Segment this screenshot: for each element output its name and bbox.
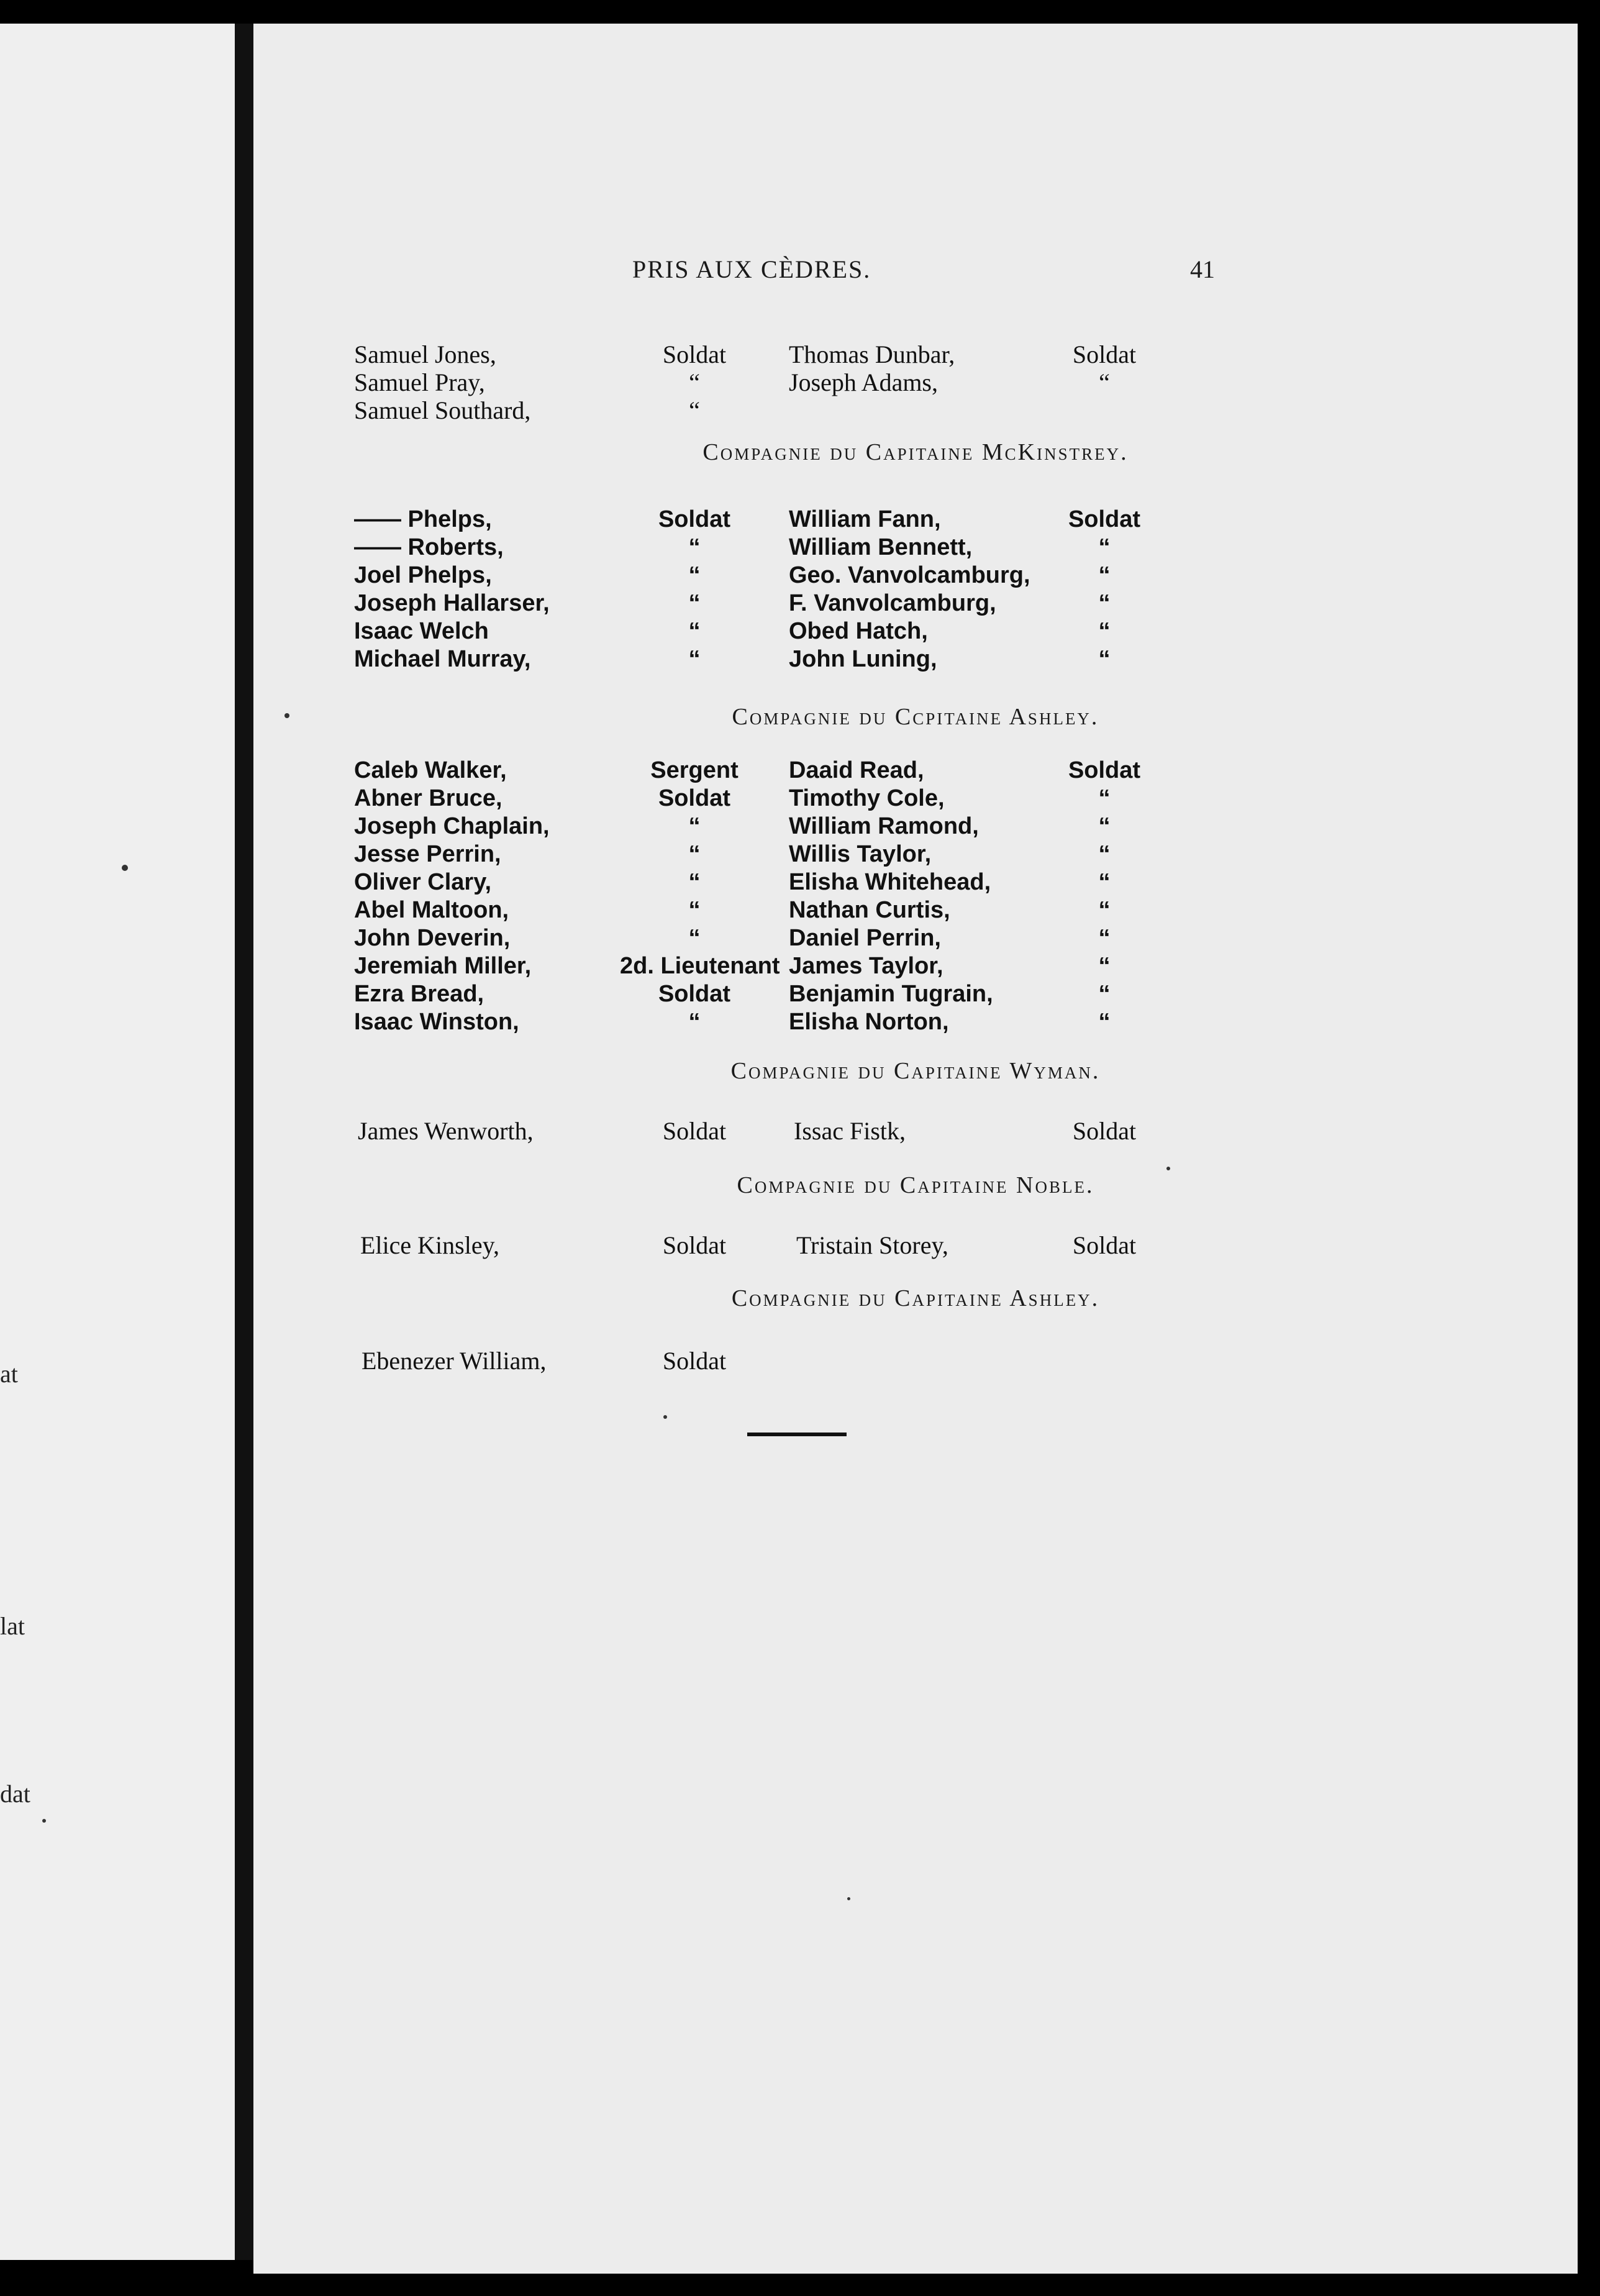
soldier-name: Abner Bruce,: [354, 785, 502, 811]
soldier-name: Willis Taylor,: [789, 841, 932, 867]
soldier-name: Joseph Chaplain,: [354, 813, 550, 839]
company-roster: [253, 1231, 1578, 1259]
company-heading: Compagnie du Capitaine Ashley.: [731, 1285, 1100, 1311]
roster-row: [253, 868, 1578, 896]
soldier-rank: Soldat: [1072, 1117, 1137, 1145]
soldier-rank: “: [1098, 534, 1111, 560]
soldier-rank: “: [688, 1009, 701, 1035]
running-header: [253, 255, 1578, 292]
roster-row: [253, 813, 1578, 840]
print-speck: [847, 1897, 850, 1900]
soldier-name: F. Vanvolcamburg,: [789, 590, 996, 616]
soldier-name: Daniel Perrin,: [789, 925, 941, 951]
facing-page-text-fragment: at: [0, 1360, 18, 1388]
soldier-rank: “: [688, 618, 701, 644]
soldier-rank: “: [1098, 897, 1111, 923]
soldier-rank: “: [1098, 590, 1111, 616]
soldier-name: William Fann,: [789, 506, 941, 532]
soldier-rank: Soldat: [1068, 757, 1141, 783]
soldier-rank: “: [688, 869, 701, 895]
soldier-name: Elisha Whitehead,: [789, 869, 991, 895]
soldier-rank: Sergent: [650, 757, 739, 783]
soldier-name: Joel Phelps,: [354, 562, 492, 588]
soldier-rank: “: [1098, 953, 1111, 979]
running-title: PRIS AUX CÈDRES.: [632, 255, 871, 283]
company-roster: [253, 506, 1578, 673]
soldier-name: Jeremiah Miller,: [354, 953, 532, 979]
soldier-name: William Ramond,: [789, 813, 979, 839]
roster-row: [253, 368, 1578, 396]
soldier-rank: “: [688, 925, 701, 951]
roster-row: [253, 617, 1578, 645]
soldier-name: Joseph Adams,: [789, 368, 938, 396]
soldier-rank: “: [688, 534, 701, 560]
company-roster: [253, 1347, 1578, 1375]
soldier-rank: “: [689, 396, 700, 424]
soldier-name: Elisha Norton,: [789, 1009, 949, 1035]
soldier-name: Jesse Perrin,: [354, 841, 501, 867]
soldier-name: Daaid Read,: [789, 757, 924, 783]
roster-row: [253, 924, 1578, 952]
soldier-name: Ebenezer William,: [361, 1347, 547, 1375]
soldier-name: Benjamin Tugrain,: [789, 981, 993, 1007]
roster-row: [253, 952, 1578, 980]
soldier-name: John Luning,: [789, 646, 937, 672]
print-speck: [122, 865, 128, 871]
soldier-rank: “: [1098, 618, 1111, 644]
company-heading: Compagnie du Capitaine Wyman.: [730, 1058, 1101, 1084]
soldier-name: Timothy Cole,: [789, 785, 945, 811]
soldier-rank: Soldat: [1072, 340, 1137, 368]
soldier-name: Issac Fistk,: [794, 1117, 906, 1145]
roster-row: [253, 785, 1578, 813]
soldier-name: James Wenworth,: [358, 1117, 534, 1145]
soldier-rank: “: [1098, 925, 1111, 951]
soldier-rank: Soldat: [662, 340, 727, 368]
soldier-rank: Soldat: [658, 981, 731, 1007]
roster-row: [253, 645, 1578, 673]
soldier-name: Nathan Curtis,: [789, 897, 950, 923]
end-rule: [747, 1433, 847, 1436]
soldier-rank: “: [1098, 646, 1111, 672]
soldier-rank: “: [1098, 841, 1111, 867]
soldier-rank: Soldat: [1068, 506, 1141, 532]
print-speck: [1166, 1167, 1170, 1170]
roster-row: [253, 506, 1578, 534]
soldier-name: Michael Murray,: [354, 646, 531, 672]
soldier-rank: “: [1098, 869, 1111, 895]
soldier-rank: “: [1099, 368, 1110, 396]
print-speck: [284, 713, 289, 718]
soldier-name: Joseph Hallarser,: [354, 590, 550, 616]
roster-row: [253, 340, 1578, 368]
roster-row: [253, 980, 1578, 1008]
soldier-name: —— Phelps,: [354, 506, 492, 532]
soldier-name: Thomas Dunbar,: [789, 340, 955, 368]
soldier-rank: “: [1098, 785, 1111, 811]
roster-row: [253, 757, 1578, 785]
company-roster: [253, 1117, 1578, 1145]
company-heading: Compagnie du Capitaine McKinstrey.: [702, 439, 1129, 465]
soldier-name: Oliver Clary,: [354, 869, 492, 895]
soldier-rank: “: [1098, 1009, 1111, 1035]
book-gutter: [235, 24, 253, 2260]
soldier-name: John Deverin,: [354, 925, 511, 951]
soldier-rank: “: [689, 368, 700, 396]
soldier-name: Samuel Jones,: [354, 340, 496, 368]
roster-row: [253, 1008, 1578, 1036]
soldier-rank: “: [688, 813, 701, 839]
print-speck: [663, 1415, 667, 1419]
soldier-name: Isaac Winston,: [354, 1009, 519, 1035]
soldier-name: Caleb Walker,: [354, 757, 507, 783]
roster-row: [253, 896, 1578, 924]
soldier-name: Samuel Southard,: [354, 396, 531, 424]
soldier-name: Isaac Welch: [354, 618, 489, 644]
soldier-rank: “: [1098, 562, 1111, 588]
facing-page-fragment: [0, 24, 235, 2260]
soldier-rank: “: [1098, 813, 1111, 839]
soldier-name: Abel Maltoon,: [354, 897, 509, 923]
facing-page-text-fragment: lat: [0, 1612, 25, 1640]
soldier-rank: Soldat: [662, 1347, 727, 1375]
soldier-rank: Soldat: [1072, 1231, 1137, 1259]
soldier-name: William Bennett,: [789, 534, 973, 560]
roster-row: [253, 1347, 1578, 1375]
roster-row: [253, 1117, 1578, 1145]
page-number: 41: [1190, 255, 1215, 283]
soldier-rank: “: [688, 562, 701, 588]
company-roster: [253, 757, 1578, 1036]
roster-row: [253, 534, 1578, 562]
roster-row: [253, 590, 1578, 617]
roster-row: [253, 840, 1578, 868]
facing-page-text-fragment: dat: [0, 1780, 30, 1808]
soldier-name: Ezra Bread,: [354, 981, 484, 1007]
soldier-name: James Taylor,: [789, 953, 943, 979]
soldier-rank: Soldat: [658, 506, 731, 532]
soldier-name: Tristain Storey,: [796, 1231, 948, 1259]
book-page: [253, 24, 1578, 2274]
roster-row: [253, 562, 1578, 590]
company-heading: Compagnie du Ccpitaine Ashley.: [732, 704, 1099, 730]
roster-row: [253, 396, 1578, 424]
soldier-rank: “: [688, 841, 701, 867]
soldier-name: Elice Kinsley,: [360, 1231, 500, 1259]
soldier-name: Geo. Vanvolcamburg,: [789, 562, 1030, 588]
soldier-name: Samuel Pray,: [354, 368, 485, 396]
soldier-rank: 2d. Lieutenant: [620, 953, 780, 979]
soldier-rank: “: [688, 897, 701, 923]
soldier-rank: Soldat: [658, 785, 731, 811]
soldier-rank: “: [688, 590, 701, 616]
roster-row: [253, 1231, 1578, 1259]
soldier-name: Obed Hatch,: [789, 618, 928, 644]
continued-roster: [253, 340, 1578, 424]
print-speck: [42, 1819, 46, 1823]
company-heading: Compagnie du Capitaine Noble.: [737, 1172, 1094, 1198]
soldier-rank: Soldat: [662, 1117, 727, 1145]
soldier-rank: “: [1098, 981, 1111, 1007]
soldier-rank: Soldat: [662, 1231, 727, 1259]
soldier-rank: “: [688, 646, 701, 672]
soldier-name: —— Roberts,: [354, 534, 504, 560]
